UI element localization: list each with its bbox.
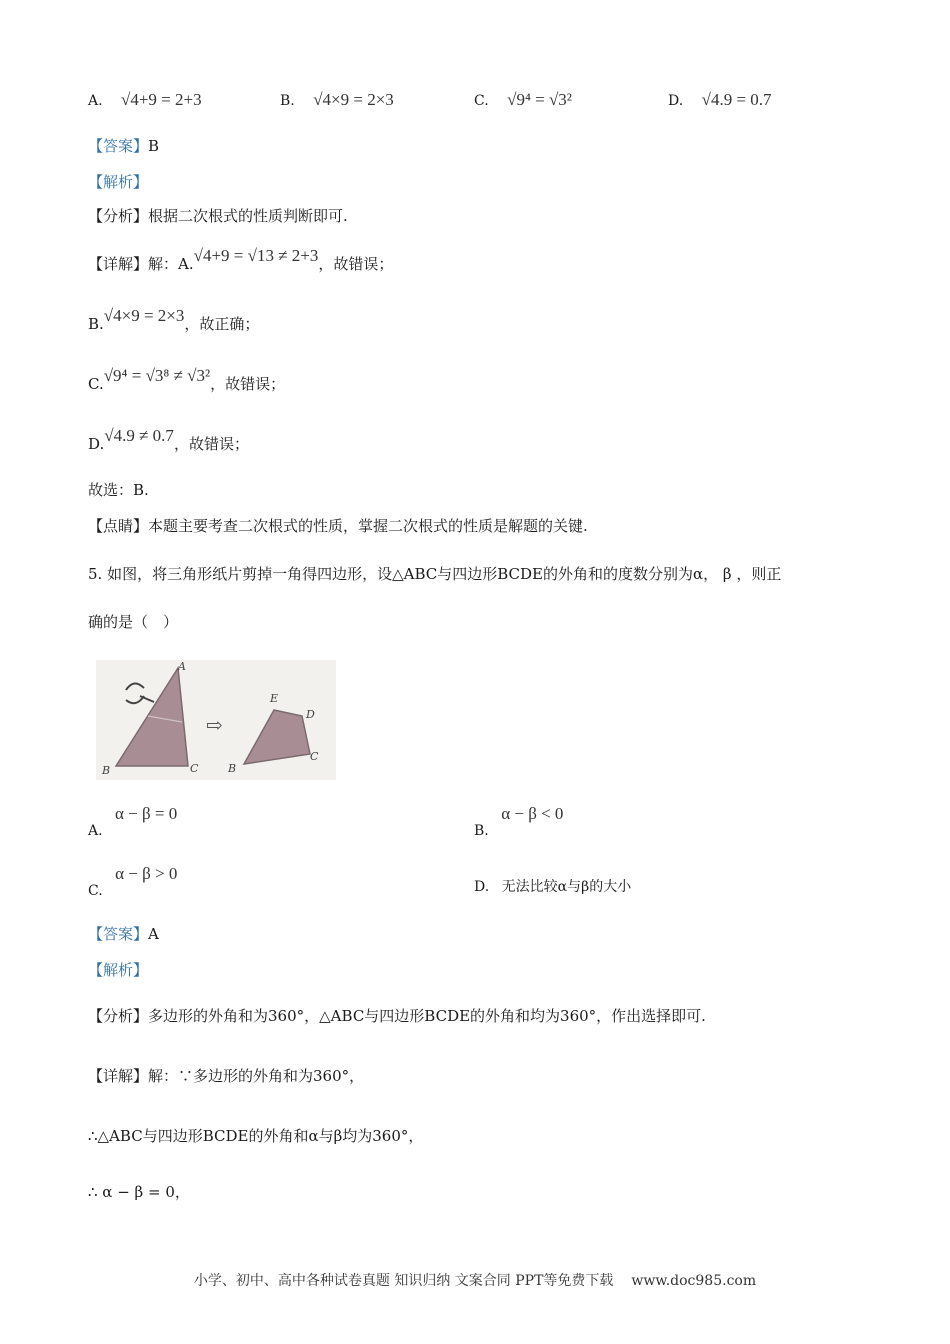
detail-math: √4.9 ≠ 0.7 — [104, 426, 174, 445]
q4-detail-c — [88, 366, 286, 394]
option-label: A. — [88, 93, 103, 109]
fenxi-tag: 【分析】 — [88, 207, 149, 225]
fig-label-d: D — [306, 708, 315, 721]
arrow-icon: ⇨ — [206, 713, 223, 737]
fig-label-c: C — [190, 762, 199, 775]
detail-suffix: ，故错误； — [210, 375, 286, 393]
option-label: B. — [280, 93, 295, 109]
detail-text: 解：∵多边形的外角和为360°， — [148, 1067, 365, 1085]
detail-math: √4+9 = √13 ≠ 2+3 — [193, 246, 319, 265]
q4-detail-d — [88, 426, 249, 454]
fig-label-c2: C — [310, 750, 319, 763]
detail-prefix: C. — [88, 375, 104, 393]
dianjing-tag: 【点睛】 — [88, 517, 149, 535]
q4-option-c — [474, 90, 572, 110]
q5-option-c — [88, 864, 178, 899]
detail-tag: 【详解】 — [88, 255, 149, 273]
answer-tag: 【答案】 — [88, 137, 149, 155]
footer-left-text: 小学、初中、高中各种试卷真题 知识归纳 文案合同 PPT等免费下载 — [193, 1273, 614, 1289]
q5-triangle-figure — [96, 660, 336, 780]
footer-url[interactable]: www.doc985.com — [631, 1273, 757, 1289]
fenxi-tag: 【分析】 — [88, 1007, 149, 1025]
option-label: D. — [668, 93, 684, 109]
option-math: √9⁴ = √3² — [507, 90, 572, 109]
option-label: A. — [88, 823, 103, 839]
detail-suffix: ，故错误； — [318, 255, 394, 273]
detail-prefix: B. — [88, 315, 104, 333]
q5-detail-2: ∴△ABC与四边形BCDE的外角和α与β均为360°， — [88, 1127, 424, 1145]
option-math: α − β > 0 — [115, 864, 178, 883]
q4-detail-a — [88, 246, 394, 274]
detail-math: √4×9 = 2×3 — [103, 306, 185, 325]
q5-stem-line2: 确的是（ ） — [88, 613, 179, 631]
page-footer — [0, 1270, 950, 1290]
q4-answer — [88, 136, 159, 156]
q5-answer — [88, 924, 159, 944]
fig-label-a: A — [178, 660, 186, 673]
detail-prefix: 解：A. — [148, 255, 194, 273]
option-label: C. — [88, 883, 103, 899]
option-label: C. — [474, 93, 489, 109]
detail-tag: 【详解】 — [88, 1067, 149, 1085]
answer-value: A — [148, 925, 159, 943]
fig-label-b: B — [102, 764, 111, 777]
fenxi-text: 根据二次根式的性质判断即可. — [148, 207, 348, 225]
answer-value: B — [148, 137, 160, 155]
q5-detail-3: ∴ α − β = 0， — [88, 1183, 190, 1201]
q4-choose: 故选：B. — [88, 481, 149, 499]
q4-option-b — [280, 90, 394, 110]
q4-option-a — [88, 90, 202, 110]
option-label: B. — [474, 823, 489, 839]
q5-fenxi — [88, 1006, 706, 1026]
fenxi-text: 多边形的外角和为360°，△ABC与四边形BCDE的外角和均为360°，作出选择即可. — [148, 1007, 706, 1025]
fig-label-e: E — [270, 692, 279, 705]
option-text: 无法比较α与β的大小 — [501, 879, 632, 895]
q5-analysis-tag: 【解析】 — [88, 961, 149, 979]
option-math: √4×9 = 2×3 — [313, 90, 394, 109]
q4-dianjing — [88, 516, 588, 536]
fig-label-b2: B — [228, 762, 237, 775]
q5-option-a — [88, 804, 178, 839]
q5-option-b — [474, 804, 564, 839]
detail-suffix: ，故错误； — [173, 435, 249, 453]
q5-stem-line1: 5. 如图，将三角形纸片剪掉一角得四边形，设△ABC与四边形BCDE的外角和的度数分别为α， β ，则正 — [88, 565, 782, 583]
q4-detail-b — [88, 306, 260, 334]
dianjing-text: 本题主要考查二次根式的性质，掌握二次根式的性质是解题的关键. — [148, 517, 588, 535]
q4-option-d — [668, 90, 772, 110]
answer-tag: 【答案】 — [88, 925, 149, 943]
q4-fenxi — [88, 206, 348, 226]
detail-prefix: D. — [88, 435, 105, 453]
option-math: √4+9 = 2+3 — [121, 90, 202, 109]
q5-option-d — [474, 876, 631, 896]
option-math: α − β = 0 — [115, 804, 178, 823]
detail-suffix: ，故正确； — [184, 315, 260, 333]
option-label: D. — [474, 879, 490, 895]
detail-math: √9⁴ = √3⁸ ≠ √3² — [103, 366, 211, 385]
option-math: √4.9 = 0.7 — [701, 90, 772, 109]
q4-analysis-tag: 【解析】 — [88, 173, 149, 191]
option-math: α − β < 0 — [501, 804, 564, 823]
q5-detail-1 — [88, 1066, 364, 1086]
